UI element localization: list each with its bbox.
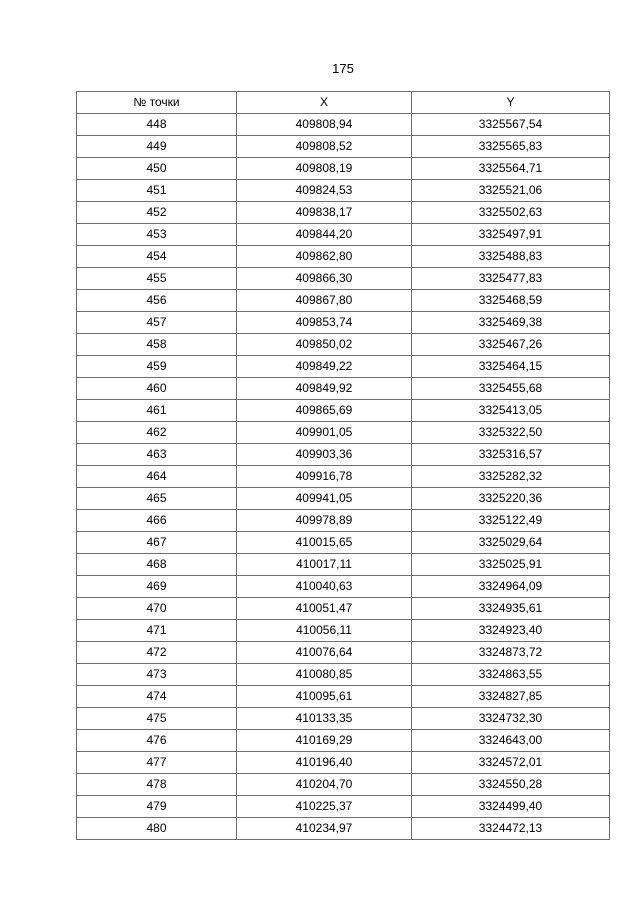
table-row [77, 224, 610, 246]
table-row [77, 422, 610, 444]
x-coordinate-cell: 409862,80 [237, 246, 412, 268]
point-number-cell: 465 [77, 488, 237, 510]
x-coordinate-cell: 410225,37 [237, 796, 412, 818]
table-row [77, 708, 610, 730]
y-coordinate-cell: 3324923,40 [412, 620, 610, 642]
y-coordinate-cell: 3325497,91 [412, 224, 610, 246]
table-row [77, 268, 610, 290]
y-coordinate-cell: 3325488,83 [412, 246, 610, 268]
x-coordinate-cell: 409849,92 [237, 378, 412, 400]
y-coordinate-cell: 3325282,32 [412, 466, 610, 488]
x-coordinate-cell: 409824,53 [237, 180, 412, 202]
x-coordinate-cell: 410015,65 [237, 532, 412, 554]
y-coordinate-cell: 3325025,91 [412, 554, 610, 576]
x-coordinate-cell: 410017,11 [237, 554, 412, 576]
point-number-cell: 454 [77, 246, 237, 268]
point-number-cell: 474 [77, 686, 237, 708]
y-coordinate-cell: 3325413,05 [412, 400, 610, 422]
column-header-x: X [237, 92, 412, 114]
y-coordinate-cell: 3325029,64 [412, 532, 610, 554]
y-coordinate-cell: 3324499,40 [412, 796, 610, 818]
table-header-row [77, 92, 610, 114]
table-row [77, 752, 610, 774]
point-number-cell: 461 [77, 400, 237, 422]
x-coordinate-cell: 410204,70 [237, 774, 412, 796]
table-row [77, 664, 610, 686]
table-row [77, 532, 610, 554]
x-coordinate-cell: 409903,36 [237, 444, 412, 466]
point-number-cell: 468 [77, 554, 237, 576]
column-header-point-number: № точки [77, 92, 237, 114]
y-coordinate-cell: 3325322,50 [412, 422, 610, 444]
x-coordinate-cell: 409901,05 [237, 422, 412, 444]
x-coordinate-cell: 409838,17 [237, 202, 412, 224]
x-coordinate-cell: 409850,02 [237, 334, 412, 356]
point-number-cell: 448 [77, 114, 237, 136]
table-row [77, 620, 610, 642]
y-coordinate-cell: 3324935,61 [412, 598, 610, 620]
x-coordinate-cell: 410080,85 [237, 664, 412, 686]
point-number-cell: 460 [77, 378, 237, 400]
y-coordinate-cell: 3325565,83 [412, 136, 610, 158]
x-coordinate-cell: 409867,80 [237, 290, 412, 312]
table-row [77, 158, 610, 180]
table-row [77, 400, 610, 422]
table-row [77, 334, 610, 356]
table-row [77, 378, 610, 400]
x-coordinate-cell: 410234,97 [237, 818, 412, 840]
y-coordinate-cell: 3325564,71 [412, 158, 610, 180]
y-coordinate-cell: 3325220,36 [412, 488, 610, 510]
point-number-cell: 466 [77, 510, 237, 532]
y-coordinate-cell: 3325316,57 [412, 444, 610, 466]
table-row [77, 642, 610, 664]
column-header-y: Y [412, 92, 610, 114]
table-row [77, 818, 610, 840]
y-coordinate-cell: 3324863,55 [412, 664, 610, 686]
y-coordinate-cell: 3325469,38 [412, 312, 610, 334]
table-row [77, 774, 610, 796]
y-coordinate-cell: 3324873,72 [412, 642, 610, 664]
point-number-cell: 449 [77, 136, 237, 158]
table-row [77, 466, 610, 488]
point-number-cell: 453 [77, 224, 237, 246]
table-row [77, 730, 610, 752]
y-coordinate-cell: 3324964,09 [412, 576, 610, 598]
x-coordinate-cell: 409808,94 [237, 114, 412, 136]
table-body [77, 114, 610, 840]
x-coordinate-cell: 410056,11 [237, 620, 412, 642]
table-row [77, 554, 610, 576]
point-number-cell: 458 [77, 334, 237, 356]
point-number-cell: 462 [77, 422, 237, 444]
point-number-cell: 472 [77, 642, 237, 664]
x-coordinate-cell: 409849,22 [237, 356, 412, 378]
y-coordinate-cell: 3325521,06 [412, 180, 610, 202]
point-number-cell: 470 [77, 598, 237, 620]
table-row [77, 136, 610, 158]
table-row [77, 180, 610, 202]
table-row [77, 444, 610, 466]
table-row [77, 796, 610, 818]
x-coordinate-cell: 409865,69 [237, 400, 412, 422]
table-row [77, 356, 610, 378]
point-number-cell: 452 [77, 202, 237, 224]
point-number-cell: 480 [77, 818, 237, 840]
x-coordinate-cell: 410095,61 [237, 686, 412, 708]
table-row [77, 312, 610, 334]
point-number-cell: 476 [77, 730, 237, 752]
point-number-cell: 477 [77, 752, 237, 774]
y-coordinate-cell: 3325468,59 [412, 290, 610, 312]
x-coordinate-cell: 409916,78 [237, 466, 412, 488]
y-coordinate-cell: 3325477,83 [412, 268, 610, 290]
point-number-cell: 463 [77, 444, 237, 466]
point-number-cell: 451 [77, 180, 237, 202]
point-number-cell: 479 [77, 796, 237, 818]
point-number-cell: 478 [77, 774, 237, 796]
y-coordinate-cell: 3324572,01 [412, 752, 610, 774]
page-number: 175 [332, 61, 354, 76]
point-number-cell: 469 [77, 576, 237, 598]
x-coordinate-cell: 409978,89 [237, 510, 412, 532]
y-coordinate-cell: 3324732,30 [412, 708, 610, 730]
x-coordinate-cell: 409844,20 [237, 224, 412, 246]
y-coordinate-cell: 3325567,54 [412, 114, 610, 136]
point-number-cell: 455 [77, 268, 237, 290]
point-number-cell: 456 [77, 290, 237, 312]
table-row [77, 246, 610, 268]
coordinates-table [76, 91, 610, 840]
y-coordinate-cell: 3325502,63 [412, 202, 610, 224]
table-row [77, 576, 610, 598]
x-coordinate-cell: 409941,05 [237, 488, 412, 510]
x-coordinate-cell: 409808,19 [237, 158, 412, 180]
point-number-cell: 467 [77, 532, 237, 554]
x-coordinate-cell: 409866,30 [237, 268, 412, 290]
table-row [77, 202, 610, 224]
x-coordinate-cell: 410196,40 [237, 752, 412, 774]
table-row [77, 510, 610, 532]
x-coordinate-cell: 409853,74 [237, 312, 412, 334]
point-number-cell: 450 [77, 158, 237, 180]
y-coordinate-cell: 3324827,85 [412, 686, 610, 708]
table-row [77, 290, 610, 312]
x-coordinate-cell: 409808,52 [237, 136, 412, 158]
table-row [77, 598, 610, 620]
x-coordinate-cell: 410051,47 [237, 598, 412, 620]
point-number-cell: 471 [77, 620, 237, 642]
y-coordinate-cell: 3324472,13 [412, 818, 610, 840]
y-coordinate-cell: 3325122,49 [412, 510, 610, 532]
y-coordinate-cell: 3325467,26 [412, 334, 610, 356]
table-row [77, 686, 610, 708]
x-coordinate-cell: 410040,63 [237, 576, 412, 598]
point-number-cell: 459 [77, 356, 237, 378]
point-number-cell: 473 [77, 664, 237, 686]
point-number-cell: 457 [77, 312, 237, 334]
table-row [77, 114, 610, 136]
y-coordinate-cell: 3325455,68 [412, 378, 610, 400]
point-number-cell: 475 [77, 708, 237, 730]
y-coordinate-cell: 3324643,00 [412, 730, 610, 752]
x-coordinate-cell: 410076,64 [237, 642, 412, 664]
point-number-cell: 464 [77, 466, 237, 488]
x-coordinate-cell: 410133,35 [237, 708, 412, 730]
x-coordinate-cell: 410169,29 [237, 730, 412, 752]
y-coordinate-cell: 3325464,15 [412, 356, 610, 378]
table-row [77, 488, 610, 510]
y-coordinate-cell: 3324550,28 [412, 774, 610, 796]
